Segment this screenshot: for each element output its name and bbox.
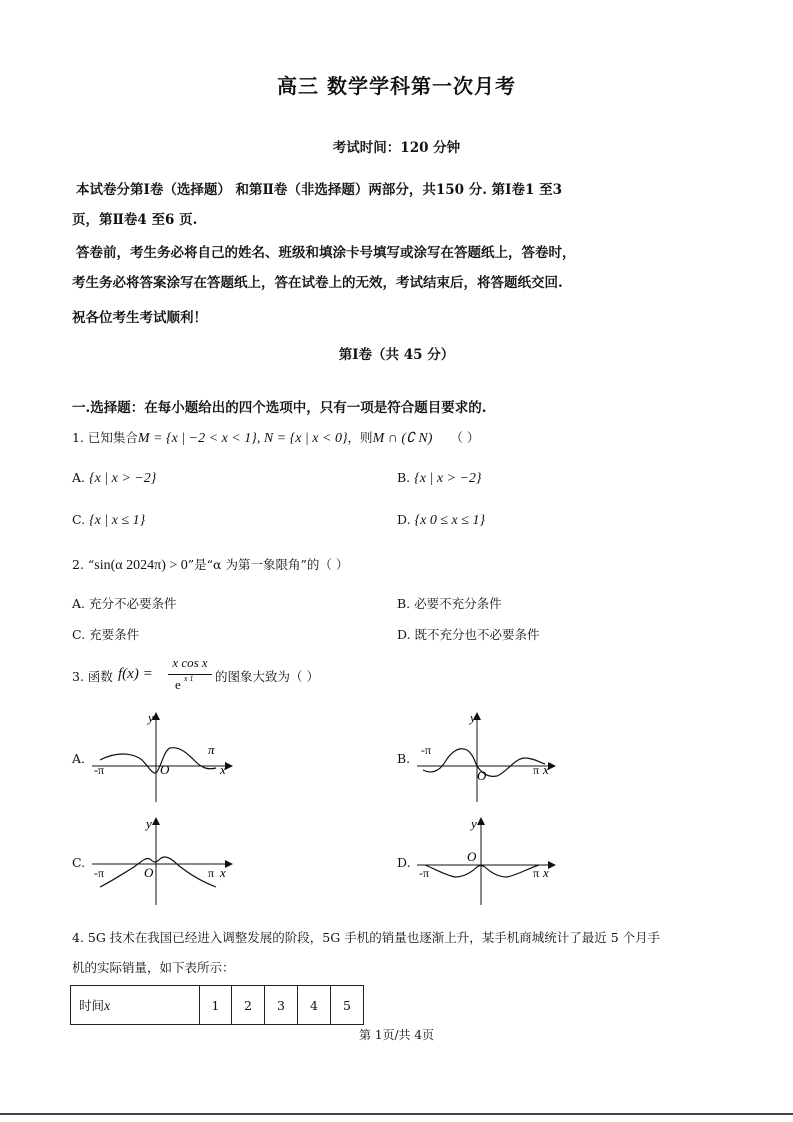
option-text: 既不充分也不必要条件 bbox=[414, 627, 540, 642]
table-header-cell bbox=[71, 986, 200, 1025]
q3-graph-c bbox=[90, 815, 235, 910]
q3-graph-b bbox=[415, 710, 560, 805]
option-text: {x | x > −2} bbox=[89, 471, 157, 486]
q2-middle: ”是“α 为第一象限角”的（ ） bbox=[187, 557, 349, 572]
table-row bbox=[71, 986, 364, 1025]
section-instruction: 一.选择题：在每小题给出的四个选项中，只有一项是符合题目要求的. bbox=[72, 400, 487, 416]
intro-line-5: 祝各位考生考试顺利！ bbox=[72, 310, 207, 326]
graph-pi-label: π bbox=[533, 763, 540, 777]
table-cell: 2 bbox=[232, 986, 265, 1025]
option-label: B. bbox=[397, 470, 411, 485]
q4-line-2: 机的实际销量，如下表所示： bbox=[72, 960, 235, 975]
page-footer: 第 1页/共 4页 bbox=[359, 1028, 434, 1042]
q1-expression: M ∩ (∁ N) bbox=[372, 431, 433, 446]
q3-graph-d bbox=[415, 815, 560, 910]
option-label: C. bbox=[72, 627, 86, 642]
graph-x-label: x bbox=[220, 762, 226, 777]
table-cell: 4 bbox=[298, 986, 331, 1025]
table-variable: x bbox=[104, 998, 111, 1014]
q3-option-b-label: B. bbox=[397, 751, 411, 766]
option-label: D. bbox=[397, 512, 411, 527]
graph-y-label: y bbox=[146, 816, 152, 831]
question-2 bbox=[72, 555, 348, 574]
graph-neg-pi-label: -π bbox=[421, 743, 432, 757]
q3-function: f(x) = bbox=[118, 666, 153, 682]
graph-x-label: x bbox=[543, 762, 549, 777]
q3-suffix: 的图象大致为（ ） bbox=[215, 669, 319, 684]
graph-pi-label: π bbox=[208, 866, 215, 880]
q2-option-b bbox=[397, 594, 502, 612]
intro-line-1: 本试卷分第Ⅰ卷（选择题） 和第Ⅱ卷（非选择题）两部分，共150 分. 第Ⅰ卷1 至3 bbox=[76, 182, 562, 198]
q3-numerator: x cos x bbox=[172, 655, 208, 670]
q4-line-1: 4. 5G 技术在我国已经进入调整发展的阶段，5G 手机的销量也逐渐上升，某手机商城统计了最近 5 个月手 bbox=[72, 930, 661, 945]
graph-origin-label: O bbox=[477, 768, 487, 783]
graph-neg-pi-label: -π bbox=[94, 763, 105, 777]
q2-option-a bbox=[72, 594, 177, 612]
graph-origin-label: O bbox=[144, 865, 154, 880]
graph-neg-pi-label: -π bbox=[419, 866, 430, 880]
option-text: 充要条件 bbox=[89, 627, 140, 642]
graph-neg-pi-label: -π bbox=[94, 866, 105, 880]
intro-line-3: 答卷前，考生务必将自己的姓名、班级和填涂卡号填写或涂写在答题纸上，答卷时， bbox=[76, 245, 576, 261]
q3-option-c-label: C. bbox=[72, 855, 86, 870]
graph-pi-label: π bbox=[533, 866, 540, 880]
q3-prefix: 3. 函数 bbox=[72, 669, 113, 684]
exam-time: 考试时间：120 分钟 bbox=[332, 140, 461, 156]
table-cell: 1 bbox=[200, 986, 232, 1025]
option-label: B. bbox=[397, 596, 411, 611]
q2-option-c bbox=[72, 625, 139, 643]
option-text: 必要不充分条件 bbox=[414, 596, 502, 611]
table-cell: 3 bbox=[265, 986, 298, 1025]
option-label: A. bbox=[72, 470, 86, 485]
intro-line-4: 考生务必将答案涂写在答题纸上，答在试卷上的无效，考试结束后，将答题纸交回. bbox=[72, 275, 563, 291]
graph-y-label: y bbox=[470, 710, 476, 725]
page-title: 高三 数学学科第一次月考 bbox=[277, 74, 516, 98]
page-bottom-divider bbox=[0, 1113, 793, 1115]
option-label: C. bbox=[72, 512, 86, 527]
q3-graph-a bbox=[90, 710, 235, 805]
graph-x-label: x bbox=[543, 865, 549, 880]
q4-table bbox=[70, 985, 364, 1025]
section-title: 第Ⅰ卷（共 45 分） bbox=[338, 347, 455, 363]
q2-option-d bbox=[397, 625, 540, 643]
q2-expression: sin(α 2024π) > 0 bbox=[94, 558, 188, 573]
q1-option-c bbox=[72, 512, 145, 529]
graph-pi-label: π bbox=[208, 742, 215, 757]
q3-option-a-label: A. bbox=[72, 751, 86, 766]
q1-option-d bbox=[397, 512, 485, 529]
q1-set-definition: M = {x | −2 < x < 1}, N = {x | x < 0} bbox=[137, 431, 348, 446]
q1-option-b bbox=[397, 470, 482, 487]
q1-option-a bbox=[72, 470, 156, 487]
option-text: {x 0 ≤ x ≤ 1} bbox=[414, 513, 486, 528]
q2-prefix: 2. “ bbox=[72, 557, 95, 572]
q1-prefix: 1. 已知集合 bbox=[72, 430, 138, 445]
option-label: A. bbox=[72, 596, 86, 611]
table-cell: 5 bbox=[331, 986, 364, 1025]
intro-line-2: 页，第Ⅱ卷4 至6 页. bbox=[72, 212, 198, 228]
option-text: {x | x > −2} bbox=[414, 471, 482, 486]
q3-option-d-label: D. bbox=[397, 855, 411, 870]
q1-then: ，则 bbox=[347, 430, 373, 445]
q3-denominator: e bbox=[175, 677, 181, 692]
question-1 bbox=[72, 428, 479, 447]
option-text: {x | x ≤ 1} bbox=[89, 513, 146, 528]
q3-exponent: x 1 bbox=[184, 674, 194, 683]
graph-x-label: x bbox=[220, 865, 226, 880]
q1-answer-paren: （ ） bbox=[450, 430, 480, 445]
option-text: 充分不必要条件 bbox=[89, 596, 177, 611]
graph-y-label: y bbox=[471, 816, 477, 831]
graph-origin-label: O bbox=[467, 849, 477, 864]
graph-y-label: y bbox=[148, 710, 154, 725]
table-header: 时间 bbox=[79, 997, 105, 1013]
option-label: D. bbox=[397, 627, 411, 642]
graph-origin-label: O bbox=[160, 762, 170, 777]
